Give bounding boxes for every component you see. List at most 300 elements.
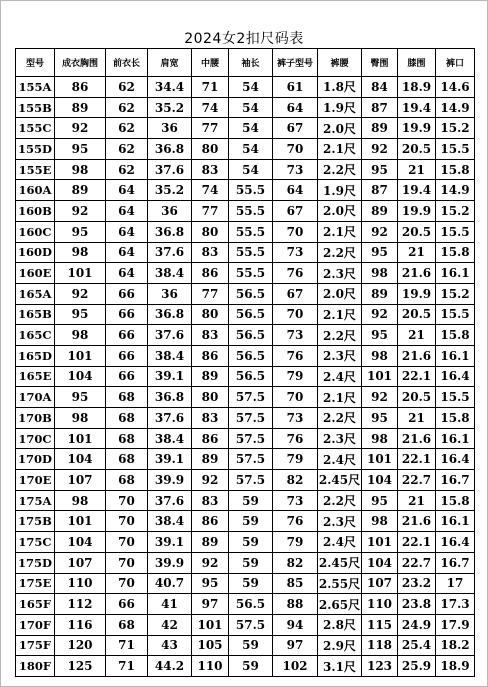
table-cell: 21.6 <box>398 345 436 366</box>
table-cell: 2.2尺 <box>318 325 362 346</box>
table-row <box>16 97 475 118</box>
table-cell: 22.1 <box>398 532 436 553</box>
size-model-cell: 170C <box>16 428 55 449</box>
table-cell: 83 <box>192 408 229 429</box>
table-cell: 92 <box>192 470 229 491</box>
table-cell: 80 <box>192 387 229 408</box>
table-cell: 25.4 <box>398 635 436 656</box>
table-cell: 95 <box>362 490 398 511</box>
table-cell: 76 <box>273 345 318 366</box>
table-cell: 21 <box>398 159 436 180</box>
table-cell: 19.9 <box>398 118 436 139</box>
table-cell: 17.9 <box>436 614 475 635</box>
table-row <box>16 263 475 284</box>
table-cell: 56.5 <box>229 283 273 304</box>
table-cell: 70 <box>273 387 318 408</box>
table-cell: 89 <box>362 201 398 222</box>
table-cell: 79 <box>273 366 318 387</box>
table-cell: 39.9 <box>148 552 192 573</box>
table-cell: 70 <box>106 532 148 553</box>
table-cell: 2.1尺 <box>318 221 362 242</box>
table-cell: 97 <box>192 594 229 615</box>
table-cell: 18.2 <box>436 635 475 656</box>
column-header: 裤口 <box>436 49 475 77</box>
table-cell: 82 <box>273 552 318 573</box>
table-cell: 88 <box>273 594 318 615</box>
table-cell: 19.9 <box>398 201 436 222</box>
table-cell: 20.5 <box>398 139 436 160</box>
table-cell: 73 <box>273 242 318 263</box>
table-cell: 54 <box>229 139 273 160</box>
table-cell: 92 <box>55 118 106 139</box>
table-cell: 57.5 <box>229 449 273 470</box>
table-cell: 19.4 <box>398 180 436 201</box>
table-title: 2024女2扣尺码表 <box>184 31 304 47</box>
table-row <box>16 408 475 429</box>
table-cell: 37.6 <box>148 490 192 511</box>
size-model-cell: 155A <box>16 77 55 98</box>
table-cell: 95 <box>55 387 106 408</box>
table-cell: 66 <box>106 366 148 387</box>
table-cell: 62 <box>106 77 148 98</box>
table-cell: 59 <box>229 532 273 553</box>
table-cell: 18.9 <box>398 77 436 98</box>
table-cell: 66 <box>106 304 148 325</box>
table-cell: 110 <box>55 573 106 594</box>
size-model-cell: 170B <box>16 408 55 429</box>
table-cell: 36.8 <box>148 387 192 408</box>
table-cell: 37.6 <box>148 408 192 429</box>
table-cell: 2.3尺 <box>318 263 362 284</box>
table-row <box>16 118 475 139</box>
table-cell: 116 <box>55 614 106 635</box>
column-header: 袖长 <box>229 49 273 77</box>
table-cell: 92 <box>55 283 106 304</box>
table-cell: 64 <box>106 201 148 222</box>
table-cell: 38.4 <box>148 263 192 284</box>
table-cell: 36 <box>148 118 192 139</box>
table-cell: 77 <box>192 201 229 222</box>
table-row <box>16 532 475 553</box>
table-cell: 67 <box>273 118 318 139</box>
table-cell: 85 <box>273 573 318 594</box>
table-cell: 15.2 <box>436 201 475 222</box>
table-cell: 118 <box>362 635 398 656</box>
table-cell: 21 <box>398 490 436 511</box>
table-cell: 104 <box>55 449 106 470</box>
size-model-cell: 175C <box>16 532 55 553</box>
size-model-cell: 175F <box>16 635 55 656</box>
table-cell: 123 <box>362 656 398 677</box>
table-cell: 2.9尺 <box>318 635 362 656</box>
size-model-cell: 160A <box>16 180 55 201</box>
table-cell: 89 <box>192 532 229 553</box>
size-model-cell: 155C <box>16 118 55 139</box>
table-cell: 2.2尺 <box>318 159 362 180</box>
table-cell: 21 <box>398 325 436 346</box>
table-cell: 80 <box>192 304 229 325</box>
table-cell: 68 <box>106 449 148 470</box>
table-row <box>16 201 475 222</box>
table-cell: 68 <box>106 470 148 491</box>
table-cell: 112 <box>55 594 106 615</box>
table-cell: 68 <box>106 428 148 449</box>
table-cell: 39.1 <box>148 532 192 553</box>
table-cell: 15.5 <box>436 139 475 160</box>
table-cell: 57.5 <box>229 614 273 635</box>
table-cell: 2.3尺 <box>318 511 362 532</box>
table-cell: 92 <box>362 139 398 160</box>
table-cell: 95 <box>55 304 106 325</box>
table-cell: 57.5 <box>229 428 273 449</box>
table-cell: 64 <box>106 221 148 242</box>
table-cell: 74 <box>192 180 229 201</box>
table-cell: 98 <box>55 159 106 180</box>
table-cell: 64 <box>273 97 318 118</box>
table-cell: 39.1 <box>148 449 192 470</box>
table-cell: 92 <box>192 552 229 573</box>
table-cell: 59 <box>229 552 273 573</box>
table-row <box>16 428 475 449</box>
size-model-cell: 165C <box>16 325 55 346</box>
table-cell: 98 <box>55 408 106 429</box>
table-cell: 56.5 <box>229 345 273 366</box>
table-cell: 95 <box>362 408 398 429</box>
table-cell: 36 <box>148 283 192 304</box>
size-model-cell: 175E <box>16 573 55 594</box>
table-row <box>16 511 475 532</box>
table-cell: 15.2 <box>436 283 475 304</box>
table-cell: 62 <box>106 97 148 118</box>
table-cell: 1.9尺 <box>318 97 362 118</box>
table-cell: 76 <box>273 428 318 449</box>
table-cell: 98 <box>55 490 106 511</box>
column-header: 臀围 <box>362 49 398 77</box>
table-cell: 125 <box>55 656 106 677</box>
table-cell: 86 <box>192 511 229 532</box>
table-cell: 62 <box>106 159 148 180</box>
table-cell: 70 <box>273 304 318 325</box>
table-cell: 36 <box>148 201 192 222</box>
size-chart-table <box>15 48 475 677</box>
table-cell: 61 <box>273 77 318 98</box>
table-row <box>16 656 475 677</box>
table-cell: 104 <box>55 532 106 553</box>
table-cell: 19.9 <box>398 283 436 304</box>
table-cell: 95 <box>55 139 106 160</box>
table-cell: 34.4 <box>148 77 192 98</box>
table-cell: 2.0尺 <box>318 283 362 304</box>
table-cell: 62 <box>106 139 148 160</box>
table-cell: 25.9 <box>398 656 436 677</box>
table-cell: 107 <box>55 552 106 573</box>
size-model-cell: 170F <box>16 614 55 635</box>
table-cell: 95 <box>362 325 398 346</box>
size-model-cell: 155E <box>16 159 55 180</box>
table-cell: 2.8尺 <box>318 614 362 635</box>
table-cell: 23.8 <box>398 594 436 615</box>
table-cell: 57.5 <box>229 387 273 408</box>
size-model-cell: 165B <box>16 304 55 325</box>
table-cell: 16.1 <box>436 428 475 449</box>
table-cell: 24.9 <box>398 614 436 635</box>
size-model-cell: 160E <box>16 263 55 284</box>
table-row <box>16 470 475 491</box>
size-model-cell: 170E <box>16 470 55 491</box>
table-cell: 89 <box>55 97 106 118</box>
table-cell: 38.4 <box>148 345 192 366</box>
table-cell: 17 <box>436 573 475 594</box>
table-cell: 89 <box>362 118 398 139</box>
table-cell: 94 <box>273 614 318 635</box>
size-model-cell: 165E <box>16 366 55 387</box>
table-cell: 15.5 <box>436 304 475 325</box>
table-cell: 16.7 <box>436 470 475 491</box>
table-cell: 98 <box>55 242 106 263</box>
table-cell: 98 <box>55 325 106 346</box>
table-cell: 86 <box>192 263 229 284</box>
table-cell: 64 <box>106 263 148 284</box>
table-cell: 77 <box>192 283 229 304</box>
table-cell: 107 <box>55 470 106 491</box>
table-cell: 70 <box>106 511 148 532</box>
table-row <box>16 283 475 304</box>
table-row <box>16 635 475 656</box>
table-cell: 2.1尺 <box>318 304 362 325</box>
table-cell: 2.0尺 <box>318 118 362 139</box>
table-cell: 21.6 <box>398 428 436 449</box>
column-header: 中腰 <box>192 49 229 77</box>
table-cell: 95 <box>362 242 398 263</box>
table-cell: 21.6 <box>398 263 436 284</box>
table-cell: 76 <box>273 263 318 284</box>
table-row <box>16 242 475 263</box>
table-cell: 2.4尺 <box>318 532 362 553</box>
size-model-cell: 160B <box>16 201 55 222</box>
table-cell: 14.9 <box>436 180 475 201</box>
size-model-cell: 155D <box>16 139 55 160</box>
table-cell: 98 <box>362 263 398 284</box>
table-cell: 89 <box>192 449 229 470</box>
table-cell: 2.1尺 <box>318 139 362 160</box>
table-cell: 16.1 <box>436 345 475 366</box>
table-cell: 59 <box>229 573 273 594</box>
table-cell: 66 <box>106 594 148 615</box>
table-cell: 70 <box>273 139 318 160</box>
table-cell: 15.8 <box>436 408 475 429</box>
table-cell: 64 <box>273 180 318 201</box>
table-cell: 2.65尺 <box>318 594 362 615</box>
table-cell: 70 <box>273 221 318 242</box>
table-cell: 2.2尺 <box>318 408 362 429</box>
table-cell: 87 <box>362 97 398 118</box>
table-cell: 101 <box>55 263 106 284</box>
size-model-cell: 170A <box>16 387 55 408</box>
table-cell: 83 <box>192 325 229 346</box>
table-cell: 105 <box>192 635 229 656</box>
table-cell: 101 <box>362 449 398 470</box>
table-cell: 2.55尺 <box>318 573 362 594</box>
table-cell: 73 <box>273 490 318 511</box>
size-model-cell: 165A <box>16 283 55 304</box>
table-cell: 79 <box>273 532 318 553</box>
table-cell: 22.1 <box>398 366 436 387</box>
table-cell: 83 <box>192 159 229 180</box>
table-row <box>16 345 475 366</box>
table-cell: 36.8 <box>148 221 192 242</box>
table-cell: 54 <box>229 118 273 139</box>
table-cell: 120 <box>55 635 106 656</box>
table-cell: 14.6 <box>436 77 475 98</box>
size-model-cell: 175D <box>16 552 55 573</box>
table-cell: 68 <box>106 387 148 408</box>
table-cell: 83 <box>192 490 229 511</box>
table-cell: 59 <box>229 490 273 511</box>
table-row <box>16 325 475 346</box>
table-cell: 2.0尺 <box>318 201 362 222</box>
table-cell: 95 <box>362 159 398 180</box>
table-cell: 15.5 <box>436 221 475 242</box>
table-cell: 101 <box>192 614 229 635</box>
table-row <box>16 304 475 325</box>
table-cell: 86 <box>55 77 106 98</box>
size-model-cell: 175A <box>16 490 55 511</box>
table-cell: 16.4 <box>436 449 475 470</box>
table-cell: 92 <box>362 387 398 408</box>
table-cell: 16.4 <box>436 532 475 553</box>
table-cell: 15.8 <box>436 159 475 180</box>
table-cell: 92 <box>362 221 398 242</box>
table-cell: 101 <box>55 428 106 449</box>
table-cell: 66 <box>106 345 148 366</box>
table-cell: 107 <box>362 573 398 594</box>
table-cell: 2.4尺 <box>318 449 362 470</box>
table-cell: 79 <box>273 449 318 470</box>
table-cell: 84 <box>362 77 398 98</box>
table-cell: 104 <box>362 552 398 573</box>
table-header-row <box>16 49 475 77</box>
table-row <box>16 180 475 201</box>
size-model-cell: 165F <box>16 594 55 615</box>
table-cell: 20.5 <box>398 387 436 408</box>
table-cell: 74 <box>192 97 229 118</box>
table-cell: 22.1 <box>398 449 436 470</box>
table-cell: 70 <box>106 490 148 511</box>
table-cell: 115 <box>362 614 398 635</box>
table-cell: 21.6 <box>398 511 436 532</box>
table-cell: 18.9 <box>436 656 475 677</box>
table-cell: 73 <box>273 408 318 429</box>
table-row <box>16 573 475 594</box>
table-row <box>16 594 475 615</box>
table-row <box>16 490 475 511</box>
table-cell: 21 <box>398 408 436 429</box>
table-cell: 54 <box>229 77 273 98</box>
table-cell: 70 <box>106 573 148 594</box>
table-cell: 71 <box>192 77 229 98</box>
table-cell: 71 <box>106 656 148 677</box>
table-cell: 104 <box>55 366 106 387</box>
table-cell: 77 <box>192 118 229 139</box>
table-cell: 43 <box>148 635 192 656</box>
table-cell: 67 <box>273 283 318 304</box>
table-cell: 66 <box>106 283 148 304</box>
table-cell: 42 <box>148 614 192 635</box>
table-cell: 44.2 <box>148 656 192 677</box>
table-cell: 55.5 <box>229 180 273 201</box>
table-cell: 97 <box>273 635 318 656</box>
table-cell: 36.8 <box>148 304 192 325</box>
table-cell: 2.4尺 <box>318 366 362 387</box>
size-model-cell: 180F <box>16 656 55 677</box>
table-row <box>16 387 475 408</box>
table-body <box>16 77 475 677</box>
table-cell: 55.5 <box>229 242 273 263</box>
size-model-cell: 160D <box>16 242 55 263</box>
table-cell: 55.5 <box>229 201 273 222</box>
table-cell: 95 <box>192 573 229 594</box>
table-cell: 62 <box>106 118 148 139</box>
table-cell: 89 <box>362 283 398 304</box>
table-cell: 67 <box>273 201 318 222</box>
table-cell: 68 <box>106 408 148 429</box>
table-cell: 101 <box>362 532 398 553</box>
table-cell: 2.3尺 <box>318 345 362 366</box>
table-cell: 57.5 <box>229 408 273 429</box>
size-model-cell: 175B <box>16 511 55 532</box>
table-cell: 98 <box>362 345 398 366</box>
table-row <box>16 614 475 635</box>
column-header: 肩宽 <box>148 49 192 77</box>
table-cell: 98 <box>362 511 398 532</box>
table-cell: 2.3尺 <box>318 428 362 449</box>
table-cell: 15.8 <box>436 242 475 263</box>
table-cell: 15.2 <box>436 118 475 139</box>
table-cell: 14.9 <box>436 97 475 118</box>
table-cell: 80 <box>192 139 229 160</box>
table-cell: 38.4 <box>148 511 192 532</box>
table-cell: 16.4 <box>436 366 475 387</box>
table-cell: 64 <box>106 180 148 201</box>
table-cell: 66 <box>106 325 148 346</box>
table-cell: 54 <box>229 159 273 180</box>
table-cell: 35.2 <box>148 97 192 118</box>
table-cell: 15.5 <box>436 387 475 408</box>
table-cell: 101 <box>55 345 106 366</box>
table-cell: 56.5 <box>229 366 273 387</box>
table-cell: 87 <box>362 180 398 201</box>
table-cell: 83 <box>192 242 229 263</box>
column-header: 裤子型号 <box>273 49 318 77</box>
table-row <box>16 449 475 470</box>
table-cell: 16.7 <box>436 552 475 573</box>
table-cell: 56.5 <box>229 325 273 346</box>
table-cell: 40.7 <box>148 573 192 594</box>
table-cell: 86 <box>192 428 229 449</box>
table-cell: 36.8 <box>148 139 192 160</box>
table-cell: 89 <box>55 180 106 201</box>
table-cell: 101 <box>362 366 398 387</box>
size-model-cell: 165D <box>16 345 55 366</box>
table-cell: 19.4 <box>398 97 436 118</box>
table-cell: 41 <box>148 594 192 615</box>
table-cell: 15.8 <box>436 490 475 511</box>
table-cell: 39.9 <box>148 470 192 491</box>
table-cell: 89 <box>192 366 229 387</box>
table-row <box>16 77 475 98</box>
column-header: 型号 <box>16 49 55 77</box>
table-cell: 64 <box>106 242 148 263</box>
